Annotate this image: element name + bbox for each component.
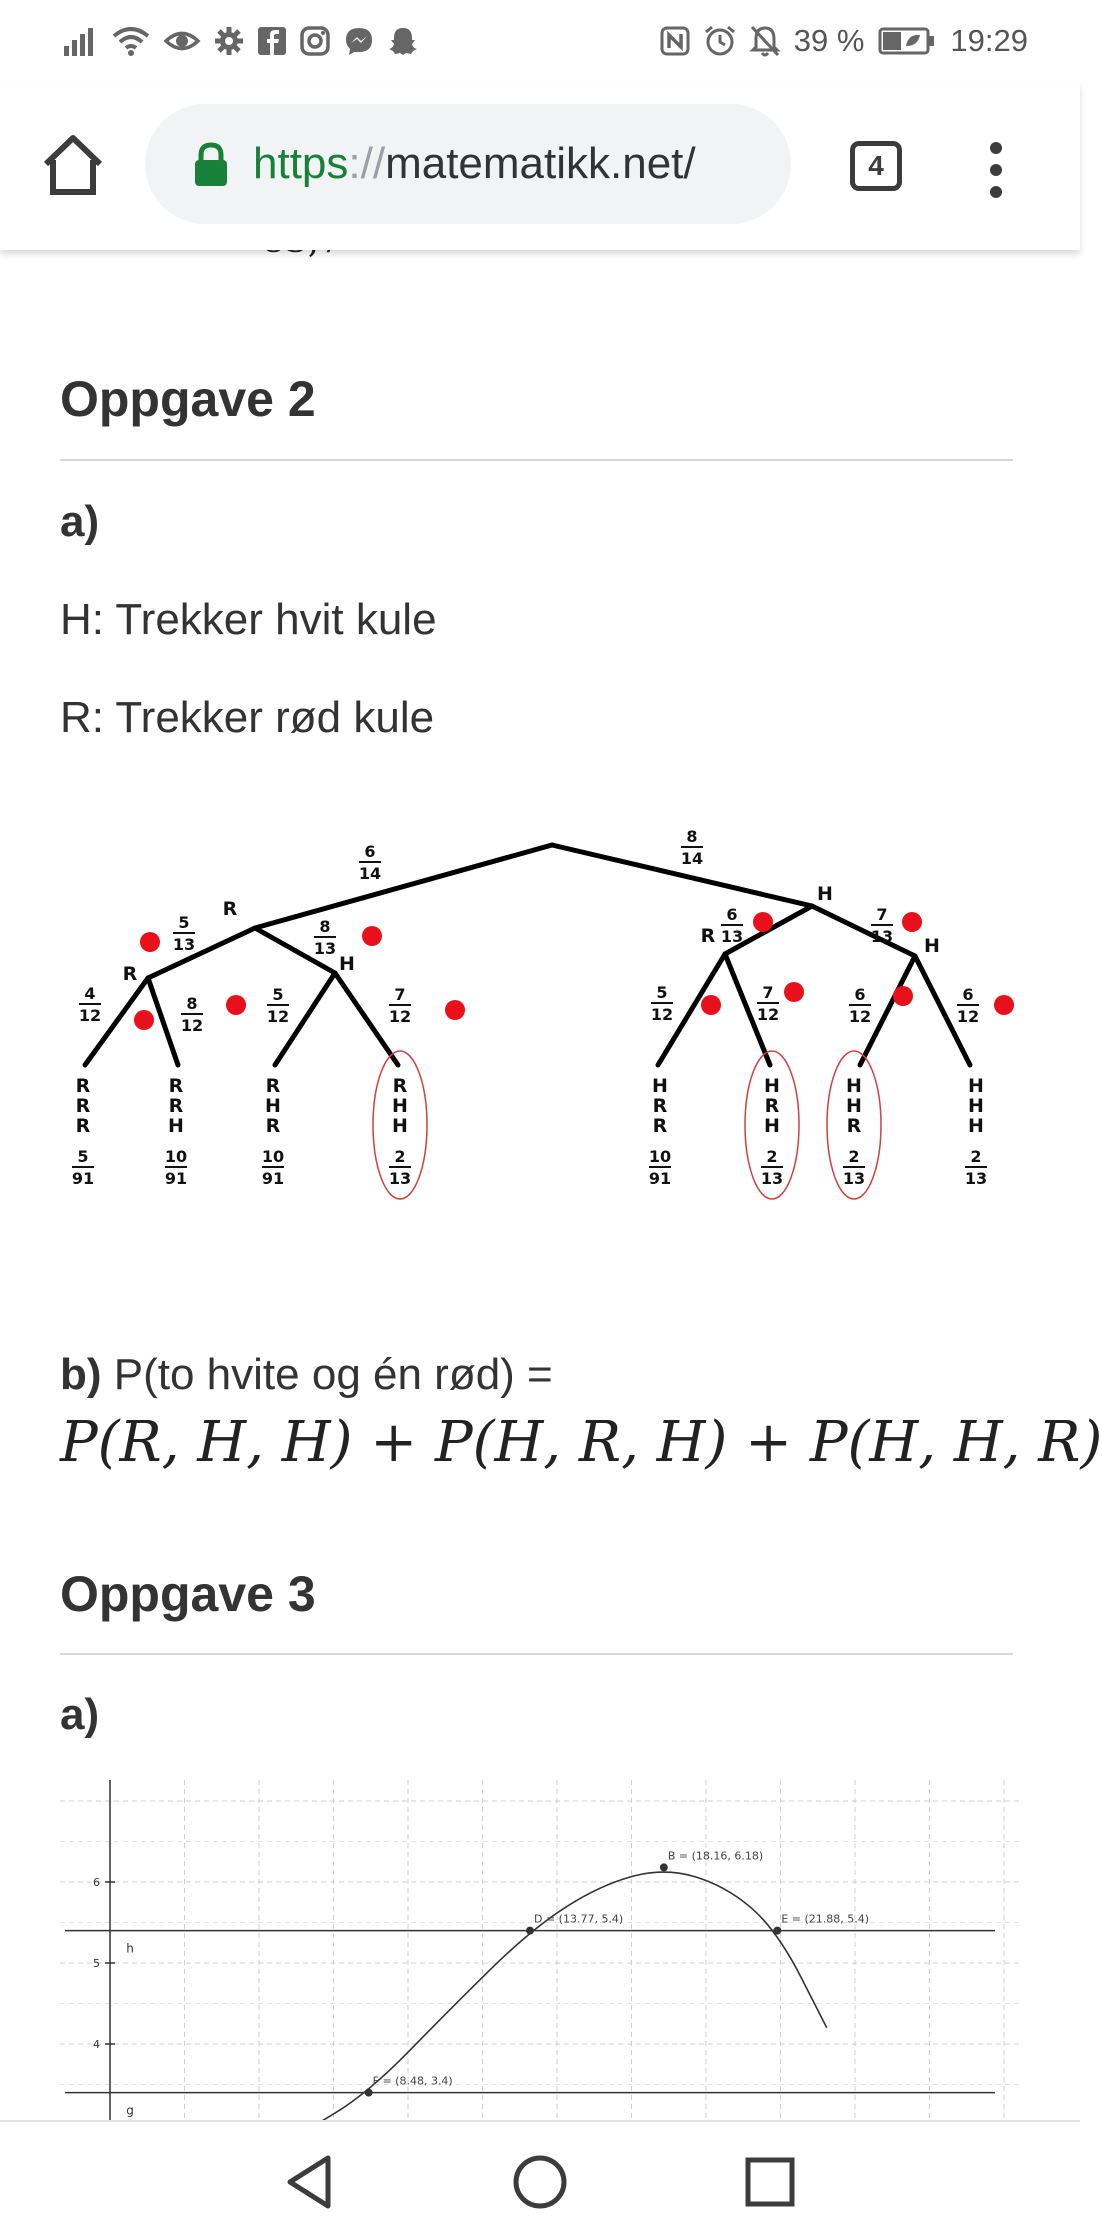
subsection-label-a-3: a) [60,1690,100,1739]
section-title-oppgave-2: Oppgave 2 [60,371,316,427]
fraction-denominator: 91 [648,1169,672,1188]
back-triangle-icon[interactable] [280,2152,340,2212]
point-f [365,2089,373,2097]
alarm-icon [704,25,736,57]
outcome-letter: H [392,1115,408,1137]
fraction-denominator: 12 [956,1007,980,1026]
tree-outcome [843,1075,865,1188]
branch-probability [871,905,893,946]
fraction-numerator: 5 [178,913,190,932]
section-title-oppgave-3: Oppgave 3 [60,1566,316,1622]
point-e [773,1927,781,1935]
clock: 19:29 [950,23,1028,58]
red-ball-icon [445,1000,465,1020]
outcome-letter: R [265,1075,281,1097]
fraction-numerator: 8 [186,994,198,1013]
tree-branch [255,845,552,928]
fraction-denominator: 13 [760,1169,784,1188]
red-ball-icon [140,932,160,952]
tree-outcome [965,1075,987,1188]
outcome-probability [649,1147,671,1188]
red-ball-icon [362,926,382,946]
outcome-letter: H [168,1115,184,1137]
tree-node-label: H [817,883,833,905]
branch-probability [79,984,101,1025]
fraction-denominator: 13 [842,1169,866,1188]
fraction-numerator: 5 [77,1147,89,1166]
branch-probability [849,985,871,1026]
fraction-numerator: 2 [970,1147,982,1166]
fraction-numerator: 10 [648,1147,672,1166]
y-tick-label: 6 [93,1876,100,1889]
fraction-denominator: 12 [388,1007,412,1026]
branch-probability [267,985,289,1026]
lock-icon [193,142,229,186]
fraction-numerator: 2 [848,1147,860,1166]
branch-probability [173,913,195,954]
fraction-numerator: 8 [686,827,698,846]
fraction-numerator: 6 [962,985,974,1004]
y-tick-label: 5 [93,1957,100,1970]
fraction-denominator: 91 [164,1169,188,1188]
tree-node-label: R [222,898,238,920]
divider [60,459,1013,461]
outcome-letter: H [392,1095,408,1117]
fraction-denominator: 12 [650,1005,674,1024]
tree-outcome [72,1075,94,1188]
event-definition-h: H: Trekker hvit kule [60,595,437,644]
divider [60,1653,1013,1655]
browser-toolbar [0,82,1080,250]
tree-outcome [649,1075,671,1188]
y-tick-label: 4 [93,2038,100,2051]
tree-branch [812,906,915,956]
fraction-numerator: 8 [319,917,331,936]
url-host: matematikk.net/ [385,139,696,188]
tree-node-label: H [924,935,940,957]
outcome-letter: H [764,1075,780,1097]
point-b [660,1863,668,1871]
signal-icon [64,26,98,56]
branch-probability [651,983,673,1024]
red-ball-icon [893,986,913,1006]
fraction-denominator: 91 [71,1169,95,1188]
overflow-menu-icon[interactable] [976,140,1016,200]
tab-switcher-button[interactable] [850,141,902,191]
home-circle-icon[interactable] [510,2152,570,2212]
outcome-letter: R [846,1115,862,1137]
question-b-label: b) [60,1350,102,1399]
tree-outcome [262,1075,284,1188]
outcome-letter: R [75,1075,91,1097]
outcome-letter: R [392,1075,408,1097]
red-ball-icon [902,912,922,932]
tree-outcome [389,1075,411,1188]
outcome-letter: H [968,1115,984,1137]
tree-branch [148,928,255,978]
branch-probability [389,985,411,1026]
messenger-icon [344,26,374,56]
outcome-letter: H [846,1095,862,1117]
settings-gear-icon [214,26,244,56]
outcome-letter: H [764,1115,780,1137]
bell-off-icon [750,25,780,57]
url-text[interactable] [253,139,696,189]
outcome-letter: R [75,1115,91,1137]
branch-probability [314,917,336,958]
url-separator: :// [348,139,386,188]
fraction-denominator: 13 [720,927,744,946]
line-h-label: h [126,1941,134,1956]
outcome-letter: H [265,1095,281,1117]
outcome-letter: H [652,1075,668,1097]
outcome-letter: R [168,1095,184,1117]
navigation-bar [0,2120,1080,2240]
question-b-formula: P(R, H, H) + P(H, R, H) + P(H, H, R) [60,1410,1102,1475]
instagram-icon [300,26,330,56]
fraction-numerator: 6 [364,842,376,861]
outcome-letter: H [846,1075,862,1097]
outcome-probability [761,1147,783,1188]
tree-outcome [165,1075,187,1188]
url-scheme: https [253,139,349,188]
battery-percent: 39 % [793,23,865,58]
point-d-label: D = (13.77, 5.4) [533,1912,624,1926]
branch-probability [681,827,703,868]
fraction-denominator: 12 [756,1005,780,1024]
point-b-label: B = (18.16, 6.18) [667,1849,764,1863]
fraction-denominator: 13 [964,1169,988,1188]
branch-probability [757,983,779,1024]
outcome-probability [843,1147,865,1188]
point-f-label: F = (8.48, 3.4) [372,2074,453,2088]
fraction-denominator: 13 [870,927,894,946]
line-g-label: g [126,2103,134,2118]
fraction-numerator: 6 [726,905,738,924]
outcome-letter: R [75,1095,91,1117]
branch-probability [181,994,203,1035]
tree-node-label: R [700,925,716,947]
outcome-probability [389,1147,411,1188]
wifi-icon [112,26,150,56]
fraction-numerator: 5 [656,983,668,1002]
fraction-denominator: 12 [266,1007,290,1026]
outcome-letter: H [968,1075,984,1097]
function-graph [60,1780,1020,2120]
outcome-probability [165,1147,187,1188]
status-left-icons [64,26,418,56]
fraction-numerator: 2 [394,1147,406,1166]
point-d [526,1927,534,1935]
outcome-letter: R [265,1115,281,1137]
red-ball-icon [753,912,773,932]
branch-probability [957,985,979,1026]
red-ball-icon [226,995,246,1015]
question-b-text: P(to hvite og én rød) = [113,1350,553,1399]
tree-outcome [761,1075,783,1188]
outcome-letter: H [968,1095,984,1117]
fraction-numerator: 7 [876,905,888,924]
fraction-denominator: 91 [261,1169,285,1188]
fraction-numerator: 5 [272,985,284,1004]
fraction-denominator: 14 [358,864,382,883]
fraction-denominator: 12 [180,1016,204,1035]
outcome-probability [72,1147,94,1188]
outcome-letter: R [764,1095,780,1117]
fraction-denominator: 12 [78,1006,102,1025]
outcome-letter: R [168,1075,184,1097]
nfc-icon [660,26,690,56]
tree-node-label: H [339,953,355,975]
fraction-numerator: 6 [854,985,866,1004]
question-b [60,1350,553,1400]
snapchat-icon [388,26,418,56]
recents-square-icon[interactable] [740,2152,800,2212]
outcome-probability [262,1147,284,1188]
outcome-letter: R [652,1095,668,1117]
fraction-numerator: 10 [261,1147,285,1166]
eye-icon [164,26,200,56]
fraction-numerator: 2 [766,1147,778,1166]
red-ball-icon [701,995,721,1015]
subsection-label-a: a) [60,497,100,546]
page-content [0,250,1102,2120]
red-ball-icon [784,982,804,1002]
outcome-letter: R [652,1115,668,1137]
fraction-numerator: 4 [84,984,96,1003]
tree-node-label: R [122,963,138,985]
battery-icon [878,26,936,56]
fraction-denominator: 14 [680,849,704,868]
outcome-probability [965,1147,987,1188]
fraction-denominator: 13 [172,935,196,954]
fraction-numerator: 7 [762,983,774,1002]
fraction-denominator: 13 [313,939,337,958]
event-definition-r: R: Trekker rød kule [60,693,435,742]
fraction-denominator: 12 [848,1007,872,1026]
fraction-numerator: 10 [164,1147,188,1166]
address-bar[interactable] [145,104,791,224]
status-bar [0,0,1080,82]
branch-probability [359,842,381,883]
function-curve [302,1872,827,2133]
fraction-denominator: 13 [388,1169,412,1188]
branch-probability [721,905,743,946]
facebook-icon [258,27,286,55]
tab-count: 4 [868,150,884,181]
red-ball-icon [994,995,1014,1015]
home-icon[interactable] [40,132,106,198]
status-right-icons [660,23,1028,59]
point-e-label: E = (21.88, 5.4) [781,1912,870,1926]
fraction-numerator: 7 [394,985,406,1004]
red-ball-icon [134,1010,154,1030]
